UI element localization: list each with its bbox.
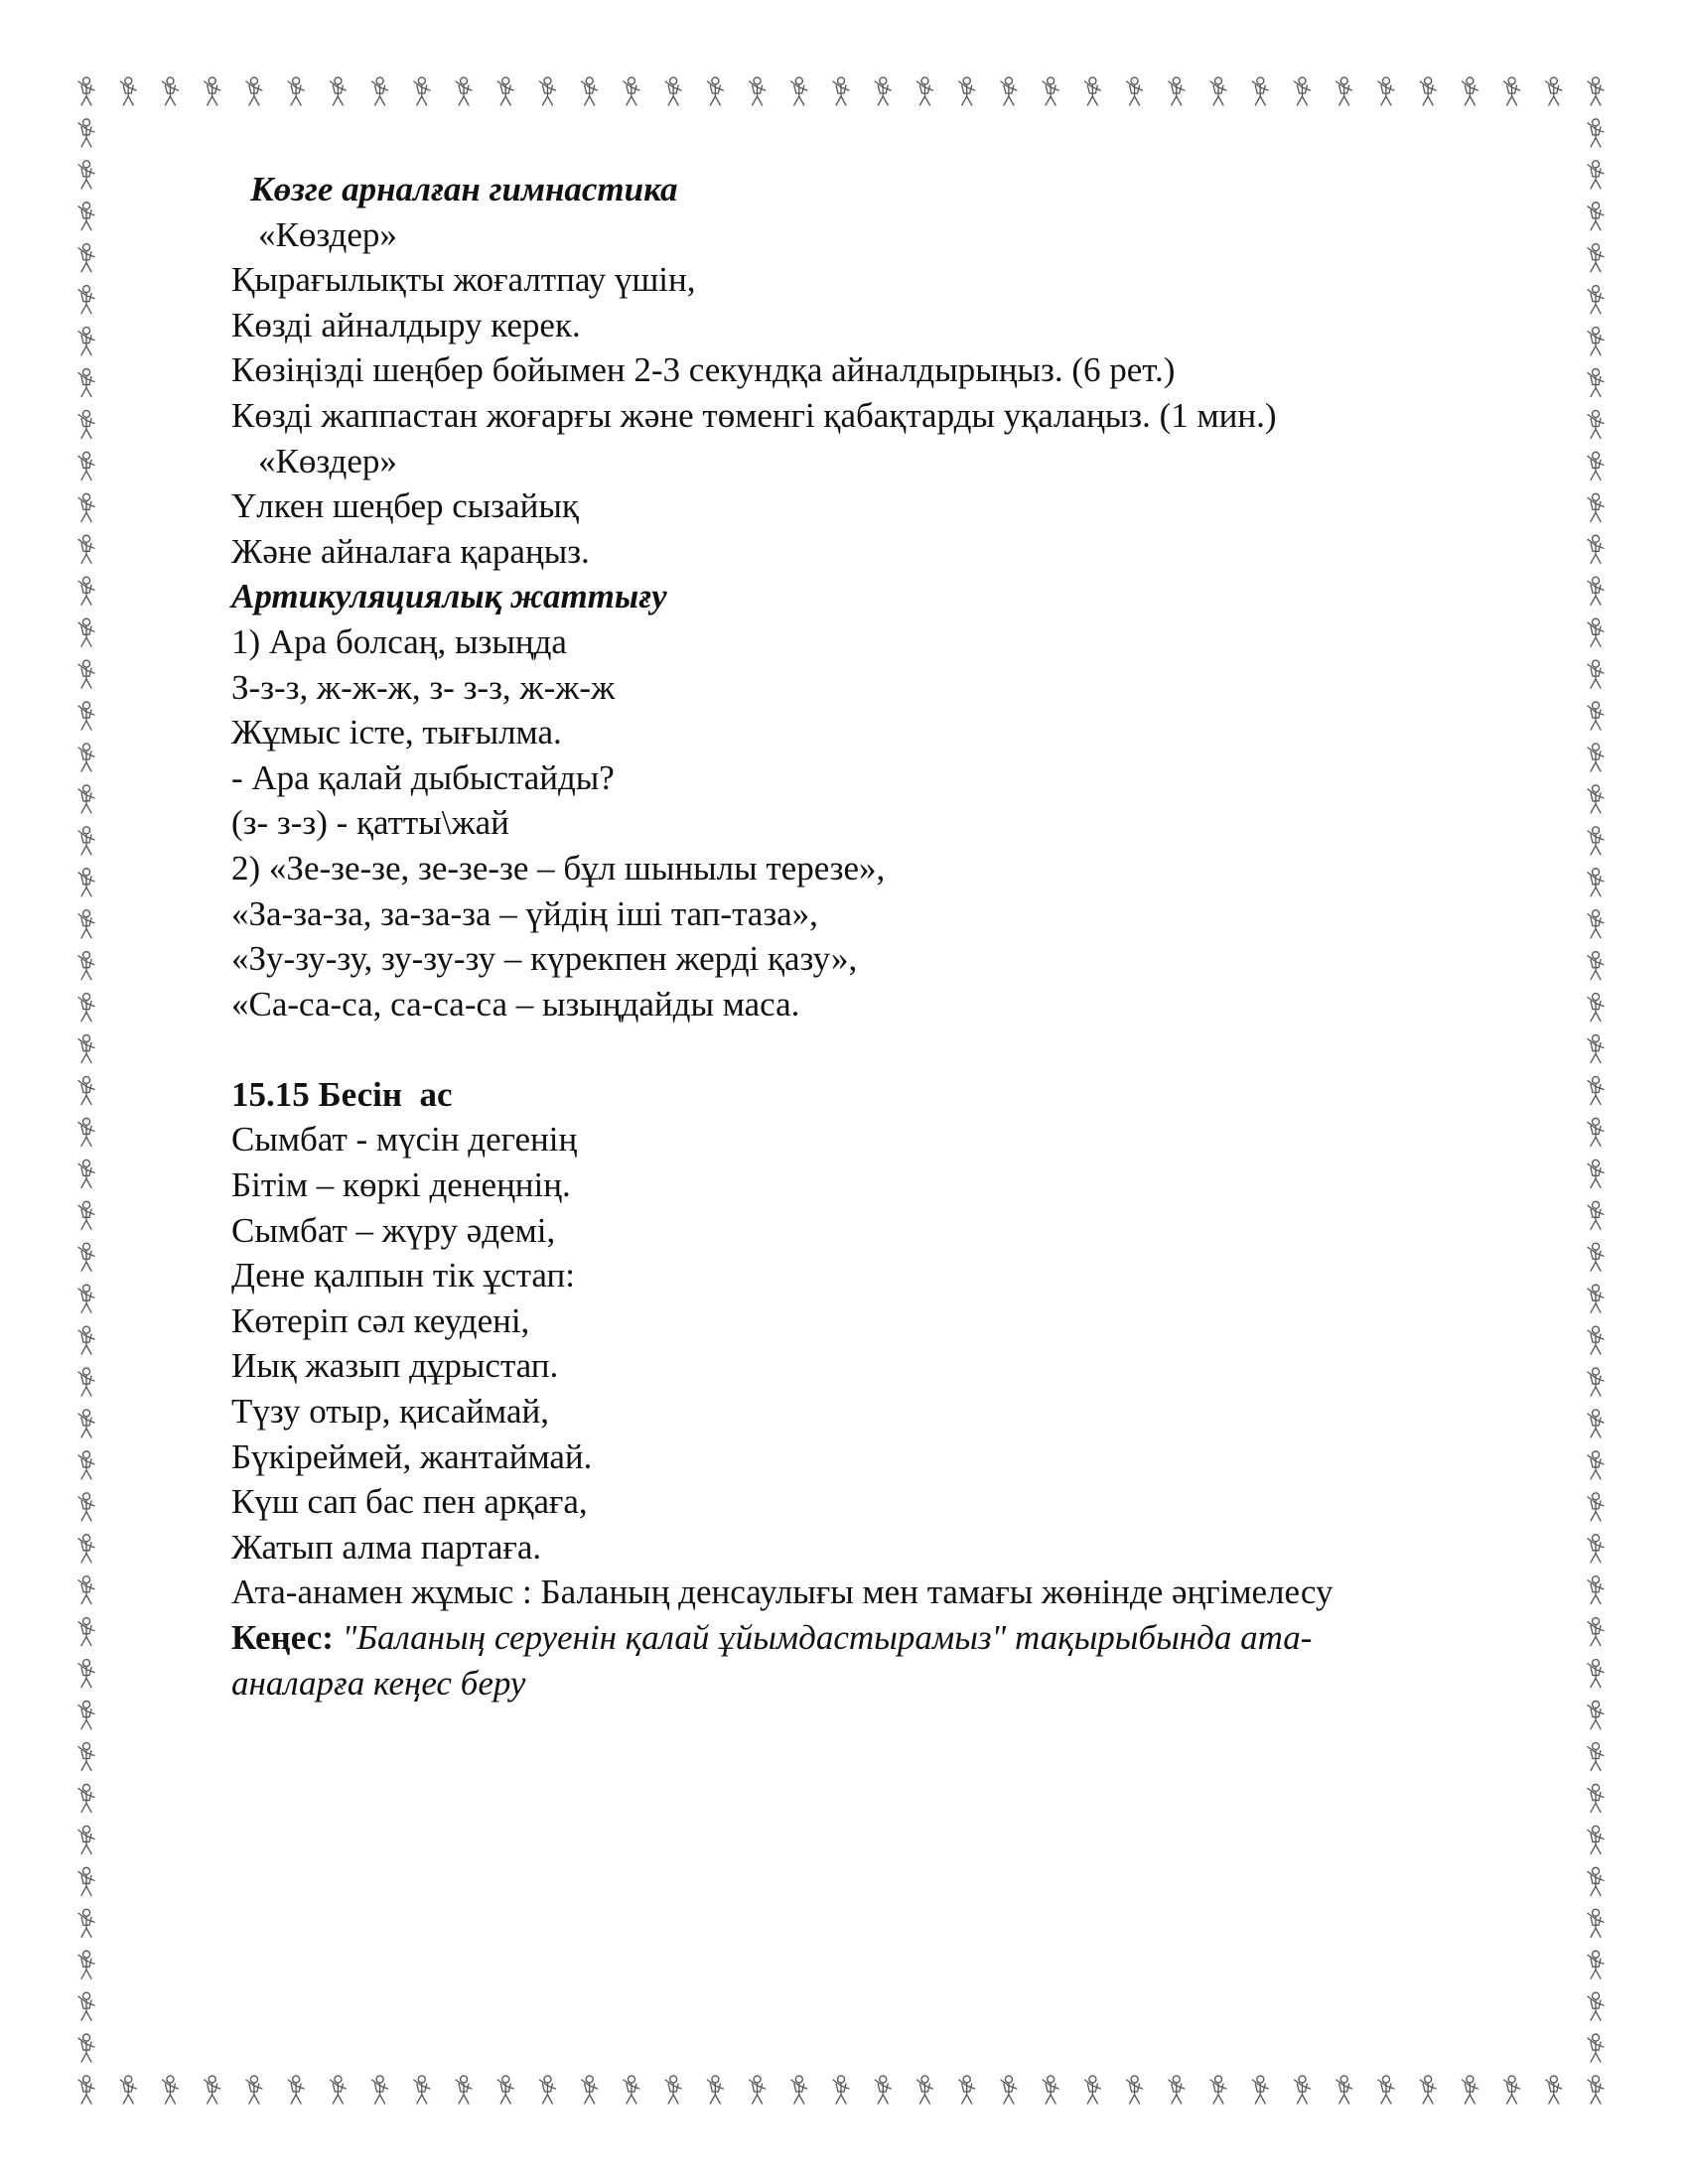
border-child-figure-icon [78,702,94,730]
border-child-figure-icon [791,77,807,105]
border-child-figure-icon [78,744,94,771]
border-child-figure-icon [916,77,932,105]
border-child-figure-icon [288,77,304,105]
border-child-figure-icon [1252,2076,1268,2104]
border-child-figure-icon [246,77,262,105]
border-child-figure-icon [1504,2076,1520,2104]
border-child-figure-icon [78,577,94,605]
text-line: Және айналаға қараңыз. [231,531,590,571]
border-child-figure-icon [78,286,94,314]
border-child-figure-icon [1546,77,1562,105]
border-child-figure-icon [78,493,94,521]
border-child-figure-icon [1588,1743,1604,1771]
border-child-figure-icon [78,244,94,272]
border-child-figure-icon [497,2076,513,2104]
border-child-figure-icon [916,2076,932,2104]
border-child-figure-icon [539,2076,555,2104]
border-child-figure-icon [1588,1784,1604,1812]
border-child-figure-icon [1462,77,1477,105]
border-child-figure-icon [78,785,94,813]
border-child-figure-icon [1588,869,1604,896]
border-child-figure-icon [414,77,430,105]
section-heading-afternoon-snack: 15.15 Бесін ас [231,1074,453,1114]
border-child-figure-icon [1588,1702,1604,1729]
border-child-figure-icon [78,161,94,189]
border-child-figure-icon [78,660,94,688]
border-child-figure-icon [1588,1243,1604,1271]
border-child-figure-icon [1588,1576,1604,1604]
border-child-figure-icon [1588,77,1604,105]
border-child-figure-icon [120,2076,136,2104]
border-child-figure-icon [750,2076,766,2104]
border-child-figure-icon [1588,328,1604,355]
border-child-figure-icon [1588,1909,1604,1937]
border-child-figure-icon [1588,577,1604,605]
border-child-figure-icon [1588,452,1604,479]
border-child-figure-icon [78,452,94,479]
text-line: Бүкіреймей, жантаймай. [231,1436,593,1476]
text-line: Үлкен шеңбер сызайық [231,486,579,526]
border-child-figure-icon [78,1285,94,1312]
border-child-figure-icon [78,1951,94,1979]
text-line: Түзу отыр, қисаймай, [231,1392,549,1432]
text-line: Сымбат – жүру әдемі, [231,1210,556,1250]
quote-title: «Көздер» [258,214,397,254]
border-child-figure-icon [78,77,94,105]
border-child-figure-icon [791,2076,807,2104]
border-child-figure-icon [1588,1992,1604,2020]
border-child-figure-icon [1588,618,1604,646]
border-child-figure-icon [750,77,766,105]
text-line: Бітім – көркі денеңнің. [231,1165,571,1205]
text-line: 1) Ара болсаң, ызыңда [231,621,567,661]
border-child-figure-icon [1588,1826,1604,1853]
border-child-figure-icon [1043,2076,1058,2104]
border-child-figure-icon [1588,411,1604,439]
border-child-figure-icon [78,2076,94,2104]
border-child-figure-icon [78,1160,94,1187]
advice-line [231,1615,1482,1661]
border-child-figure-icon [78,1867,94,1895]
border-child-figure-icon [78,411,94,439]
border-child-figure-icon [1588,493,1604,521]
text-line: Дене қалпын тік ұстап: [231,1256,575,1296]
border-child-figure-icon [456,2076,472,2104]
border-child-figure-icon [330,2076,346,2104]
border-child-figure-icon [78,1576,94,1604]
text-line: Жатып алма партаға. [231,1527,542,1567]
border-child-figure-icon [78,994,94,1022]
border-child-figure-icon [1588,785,1604,813]
border-child-figure-icon [1588,702,1604,730]
border-child-figure-icon [162,2076,178,2104]
border-child-figure-icon [1588,952,1604,980]
border-child-figure-icon [78,1660,94,1688]
border-child-figure-icon [78,827,94,855]
text-line: «Зу-зу-зу, зу-зу-зу – күрекпен жерді қазу», [231,939,858,979]
border-child-figure-icon [162,77,178,105]
border-child-figure-icon [78,618,94,646]
border-child-figure-icon [78,1368,94,1396]
border-child-figure-icon [456,77,472,105]
border-child-figure-icon [707,2076,723,2104]
border-child-figure-icon [1588,535,1604,563]
border-child-figure-icon [1169,2076,1185,2104]
border-child-figure-icon [78,369,94,397]
border-child-figure-icon [78,2034,94,2062]
border-child-figure-icon [78,1618,94,1646]
text-line: «Са-са-са, са-са-са – ызыңдайды маса. [231,984,800,1024]
border-child-figure-icon [78,1201,94,1229]
text-line: Күш сап бас пен арқаға, [231,1482,588,1522]
border-child-figure-icon [78,952,94,980]
border-child-figure-icon [1588,369,1604,397]
border-child-figure-icon [78,1784,94,1812]
border-child-figure-icon [246,2076,262,2104]
border-child-figure-icon [1169,77,1185,105]
border-child-figure-icon [1588,1951,1604,1979]
border-child-figure-icon [1588,1285,1604,1312]
border-child-figure-icon [1588,994,1604,1022]
border-child-figure-icon [1588,1326,1604,1354]
spacer [231,1026,1482,1072]
border-child-figure-icon [1588,744,1604,771]
border-child-figure-icon [1588,1410,1604,1437]
border-child-figure-icon [1210,2076,1226,2104]
border-child-figure-icon [1588,1035,1604,1063]
border-child-figure-icon [78,203,94,230]
text-line: Қырағылықты жоғалтпау үшін, [231,260,696,300]
border-child-figure-icon [78,1243,94,1271]
text-line: Ата-анамен жұмыс : Баланың денсаулығы мен тамағы жөнінде әңгімелесу [231,1572,1334,1612]
border-child-figure-icon [1127,2076,1143,2104]
border-child-figure-icon [330,77,346,105]
border-child-figure-icon [624,2076,639,2104]
text-line: (з- з-з) - қатты\жай [231,803,509,843]
border-child-figure-icon [78,1118,94,1146]
section-heading-articulation: Артикуляциялық жаттығу [231,577,667,616]
border-child-figure-icon [414,2076,430,2104]
border-child-figure-icon [1588,1493,1604,1521]
border-child-figure-icon [78,1035,94,1063]
border-child-figure-icon [1588,244,1604,272]
border-child-figure-icon [372,2076,388,2104]
border-child-figure-icon [1588,2034,1604,2062]
border-child-figure-icon [959,2076,975,2104]
border-child-figure-icon [1588,1368,1604,1396]
text-line: Көзіңізді шеңбер бойымен 2-3 секундқа айналдырыңыз. (6 рет.) [231,350,1176,390]
border-child-figure-icon [288,2076,304,2104]
border-child-figure-icon [1084,77,1100,105]
border-child-figure-icon [78,1535,94,1563]
border-child-figure-icon [1588,1160,1604,1187]
border-child-figure-icon [1420,2076,1436,2104]
border-child-figure-icon [1294,77,1310,105]
border-child-figure-icon [1588,286,1604,314]
border-child-figure-icon [1588,827,1604,855]
border-child-figure-icon [1378,77,1394,105]
border-child-figure-icon [1294,2076,1310,2104]
border-child-figure-icon [120,77,136,105]
border-child-figure-icon [1252,77,1268,105]
border-child-figure-icon [78,1493,94,1521]
quote-title: «Көздер» [258,441,397,480]
border-child-figure-icon [78,1702,94,1729]
text-line: Көтеріп сәл кеудені, [231,1300,530,1340]
border-child-figure-icon [582,2076,598,2104]
border-child-figure-icon [1588,1618,1604,1646]
text-line: Иық жазып дұрыстап. [231,1346,559,1386]
advice-text: "Баланың серуенін қалай ұйымдастырамыз" тақырыбында ата- [342,1618,1313,1657]
border-child-figure-icon [78,328,94,355]
border-child-figure-icon [1588,2076,1604,2104]
border-child-figure-icon [539,77,555,105]
border-child-figure-icon [1588,910,1604,938]
text-line: Жұмыс істе, тығылма. [231,713,562,752]
border-child-figure-icon [1336,77,1352,105]
text-line: 2) «Зе-зе-зе, зе-зе-зе – бұл шынылы терезе», [231,848,886,887]
border-child-figure-icon [78,1326,94,1354]
text-line: «За-за-за, за-за-за – үйдің іші тап-таза», [231,893,818,933]
border-child-figure-icon [78,1410,94,1437]
text-line: Сымбат - мүсін дегенің [231,1120,578,1160]
border-child-figure-icon [665,2076,681,2104]
border-child-figure-icon [1001,77,1017,105]
border-child-figure-icon [78,910,94,938]
border-child-figure-icon [78,1451,94,1479]
border-child-figure-icon [1588,161,1604,189]
border-child-figure-icon [1588,1451,1604,1479]
border-child-figure-icon [707,77,723,105]
border-child-figure-icon [582,77,598,105]
border-child-figure-icon [1588,1535,1604,1563]
border-child-figure-icon [78,119,94,147]
border-child-figure-icon [1336,2076,1352,2104]
border-child-figure-icon [833,77,849,105]
border-child-figure-icon [1127,77,1143,105]
border-child-figure-icon [875,77,891,105]
border-child-figure-icon [1546,2076,1562,2104]
border-child-figure-icon [959,77,975,105]
text-line: Көзді айналдыру керек. [231,305,581,344]
border-child-figure-icon [1588,660,1604,688]
border-child-figure-icon [1210,77,1226,105]
border-child-figure-icon [78,1909,94,1937]
border-child-figure-icon [1588,1077,1604,1105]
border-child-figure-icon [78,869,94,896]
border-child-figure-icon [78,1743,94,1771]
border-child-figure-icon [497,77,513,105]
advice-text-continued: аналарға кеңес беру [231,1663,526,1703]
border-child-figure-icon [1462,2076,1477,2104]
border-child-figure-icon [833,2076,849,2104]
border-child-figure-icon [624,77,639,105]
border-child-figure-icon [205,77,220,105]
border-child-figure-icon [205,2076,220,2104]
border-child-figure-icon [1001,2076,1017,2104]
section-heading-eye-gymnastics: Көзге арналған гимнастика [250,170,678,208]
border-child-figure-icon [78,1826,94,1853]
border-child-figure-icon [1588,203,1604,230]
border-child-figure-icon [1043,77,1058,105]
border-child-figure-icon [78,1992,94,2020]
border-child-figure-icon [1378,2076,1394,2104]
border-child-figure-icon [1588,1201,1604,1229]
border-child-figure-icon [875,2076,891,2104]
border-child-figure-icon [1588,1660,1604,1688]
border-child-figure-icon [1588,1867,1604,1895]
border-child-figure-icon [78,1077,94,1105]
border-child-figure-icon [1420,77,1436,105]
border-child-figure-icon [1504,77,1520,105]
border-child-figure-icon [1588,1118,1604,1146]
border-child-figure-icon [78,535,94,563]
text-line: - Ара қалай дыбыстайды? [231,757,615,797]
advice-label: Кеңес: [231,1618,334,1657]
border-child-figure-icon [372,77,388,105]
document-body [231,167,1482,1706]
border-child-figure-icon [665,77,681,105]
text-line: З-з-з, ж-ж-ж, з- з-з, ж-ж-ж [231,667,616,707]
text-line: Көзді жаппастан жоғарғы және төменгі қабақтарды уқалаңыз. (1 мин.) [231,395,1277,435]
border-child-figure-icon [1084,2076,1100,2104]
border-child-figure-icon [1588,119,1604,147]
